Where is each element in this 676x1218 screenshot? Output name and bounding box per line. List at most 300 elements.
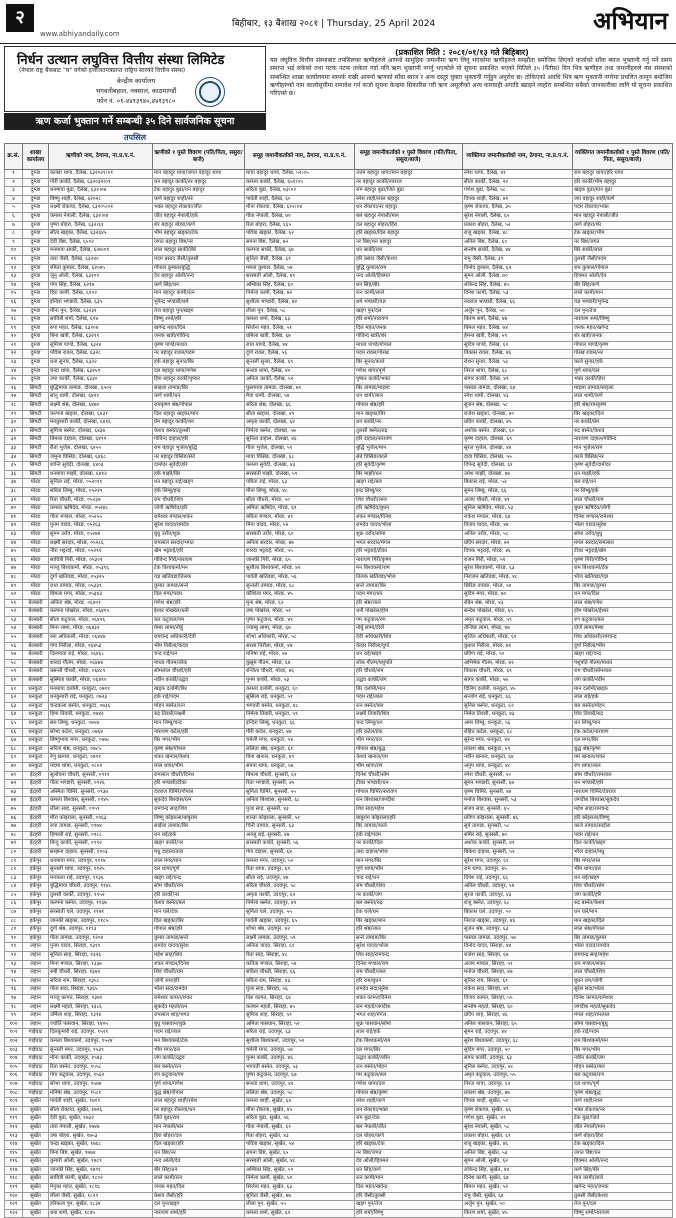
cell-borrower-family: टेक बिश्वकर्मा/मन	[153, 565, 245, 574]
cell-serial: ८	[5, 230, 23, 239]
cell-group-guarantor-family: धन सार्की/राम	[355, 247, 463, 256]
cell-branch: मोरङ	[23, 496, 49, 505]
cell-personal-guarantor-family: नारायण शर्मा/विष्णु	[573, 316, 673, 325]
table-row	[5, 625, 673, 634]
cell-borrower-family: गोविन्द दाहाल/हरि	[153, 436, 245, 445]
cell-personal-guarantor-family: बिर मगर/भीम	[573, 1046, 673, 1055]
cell-serial: ६	[5, 212, 23, 221]
cell-personal-guarantor-family: राम बिश्वकर्मा/मन	[573, 1037, 673, 1046]
cell-branch: दुम्जा	[23, 195, 49, 204]
cell-group-guarantor: सिर्जना महत, दैलेख, ५१	[245, 324, 355, 333]
cell-borrower-family: साइँला तामाङ/बिर	[153, 823, 245, 832]
cell-personal-guarantor: रमेश चौधरी, सुनसरी, ५०	[463, 771, 573, 780]
cell-personal-guarantor: सुजन श्रेष्ठ, उदयपुर, ६३	[463, 926, 573, 935]
cell-group-guarantor: सुनिता जैसी, सुर्खेत, ४७	[245, 1192, 355, 1201]
cell-borrower: कमला बिश्वकर्मा, उदयपुर, १५२४	[49, 1037, 153, 1046]
cell-group-guarantor: निर्मला तिवारी, धनकुटा, ५९	[245, 711, 355, 720]
cell-group-guarantor-family: मान खड्का/बिर	[355, 410, 463, 419]
cell-borrower-family: जिते बुढा/राम	[153, 1115, 245, 1124]
table-row	[5, 1149, 673, 1158]
cell-group-guarantor-family: धनी पोखरेल/होम	[355, 608, 463, 617]
table-row	[5, 1132, 673, 1141]
cell-branch: मोरङ	[23, 479, 49, 488]
cell-group-guarantor-family: शिव साह/रामचन्द्र	[355, 952, 463, 961]
cell-group-guarantor: अनिता कार्की, दैलेख, ५२	[245, 376, 355, 385]
cell-borrower: सुनिता राई, मोरङ, ०५२०११	[49, 479, 153, 488]
table-row	[5, 204, 673, 213]
cell-personal-guarantor-family: हिक्मत ओली/देव	[573, 273, 673, 282]
cell-borrower: गीता मण्डल, मोरङ, ०५२५५	[49, 513, 153, 522]
table-row	[5, 608, 673, 617]
cell-personal-guarantor-family: नर बिष्ट/जगत	[573, 238, 673, 247]
cell-borrower: धना शर्मा, सुर्खेत, १८४५	[49, 1209, 153, 1218]
notice-body: यस लघुवित्त वित्तीय संस्थाबाट तपसिलका ऋणीहरुले आफ्नो सामूहिक जमानीमा ऋण लिनु भएकोमा ऋणीहरुले सम्झौता बमोजिम लिएको कर्जाको साँवा ब्याज भुक्तानी गर्नु पर्ने समय समाप्त भई सकेको तथा पटक पटक ताकेता गर्दा पनि ऋण भुक्तानी नगर्नु भएकोले यो सूचना प्रकाशित भएको मितिले ३५ (पैंतीस) दिन भित्र ऋणीहरु तथा जमानीहरुले यस संस्थाको सम्बन्धित शाखा कार्यालयमा सम्पर्क राखी आफ्नो ऋणको साँवा ब्याज र अन्य दस्तुर चुक्ता भुक्तानी गर्नुहुन अनुरोध छ। तोकिएको अवधि भित्र ऋण भुक्तानी नगरेमा प्रचलित कानून बमोजिम ऋणीहरुको नाम कालोसूचीमा समावेश गर्न कर्जा सूचना केन्द्रमा सिफारिस गरी ऋण असूलीको अन्य कारवाही अगाडि बढाइने व्यहोरा सम्बन्धित सबैको जानकारीका लागि यो सूचना प्रकाशित गरिएको छ।	[270, 57, 672, 98]
table-row	[5, 677, 673, 686]
page-number: २	[6, 4, 34, 32]
cell-personal-guarantor-family: काले तामाङ/साइँला	[573, 823, 673, 832]
cell-borrower: रीता भुजेल, दोलखा, ६४५५	[49, 445, 153, 454]
table-row	[5, 419, 673, 428]
cell-group-guarantor-family: शंकर कामत/दिनेश	[355, 995, 463, 1004]
cell-borrower: पदमा थापा, धनकुटा, ०८०२	[49, 762, 153, 771]
cell-personal-guarantor-family: बिर तामाङ/कुमार	[573, 582, 673, 591]
cell-personal-guarantor-family: भक्त रोकाया/नर	[573, 1106, 673, 1115]
table-row	[5, 1003, 673, 1012]
table-row	[5, 1141, 673, 1150]
cell-borrower: पवित्रा रावल, दैलेख, ६३२८	[49, 350, 153, 359]
cell-group-guarantor: मीना लिम्बु, मोरङ, ४८	[245, 487, 355, 496]
cell-serial: ५८	[5, 659, 23, 668]
cell-personal-guarantor: सुदिप पाण्डे, दैलेख, ६१	[463, 341, 573, 350]
cell-borrower-family: नारायण कटेल/हरि	[153, 728, 245, 737]
cell-group-guarantor: शोभा अधिकारी, मोरङ, ५८	[245, 634, 355, 643]
cell-group-guarantor: पवित्रा खड्का, दैलेख, ६२	[245, 230, 355, 239]
table-row	[5, 350, 673, 359]
cell-personal-guarantor-family: भोला यादव/रामदेव	[573, 943, 673, 952]
cell-branch: गाईघाट	[23, 1072, 49, 1081]
cell-personal-guarantor: रामु जैसी, सुर्खेत, ६४	[463, 1192, 573, 1201]
cell-branch: ईटहरी	[23, 814, 49, 823]
cell-group-guarantor-family: देव ओली/हिक्मत	[355, 1158, 463, 1167]
cell-branch: बेलबारी	[23, 625, 49, 634]
table-row	[5, 281, 673, 290]
cell-group-guarantor: कल्पना सार्की, दैलेख, ६७	[245, 247, 355, 256]
cell-personal-guarantor: उमेश माझी, दोलखा, ४७	[463, 470, 573, 479]
cell-branch: ईटहरी	[23, 848, 49, 857]
cell-borrower: रेणु खनाल, धनकुटा, ०७९१	[49, 754, 153, 763]
cell-serial: ६५	[5, 720, 23, 729]
cell-group-guarantor: बिना खनाल, धनकुटा, ४९	[245, 754, 355, 763]
cell-personal-guarantor-family: रण थापा/लाल	[573, 762, 673, 771]
cell-personal-guarantor: लोकेन्द्र सिंह, दैलेख, ४५	[463, 281, 573, 290]
cell-personal-guarantor: रामु जैसी, दैलेख, ३९	[463, 255, 573, 264]
cell-borrower-family: लाल बहादुर शाही/रमेश	[153, 1098, 245, 1107]
cell-serial: ५०	[5, 591, 23, 600]
cell-serial: २	[5, 178, 23, 187]
cell-group-guarantor-family: रत्न कामी/मान	[355, 1175, 463, 1184]
table-row	[5, 376, 673, 385]
cell-group-guarantor-family: गणेश थापा/पूर्ण	[355, 367, 463, 376]
cell-branch: गाईघाट	[23, 1029, 49, 1038]
cell-personal-guarantor-family: राम बिश्वकर्मा/टेक	[573, 565, 673, 574]
cell-serial: ५६	[5, 642, 23, 651]
cell-borrower: धनमाया मगर, उदयपुर, १११४	[49, 857, 153, 866]
office-phone: फोन नं. ०१-४४१३९४०,४४१३९८०	[96, 97, 176, 105]
cell-personal-guarantor: कृष्ण दाहाल, दोलखा, ६९	[463, 436, 573, 445]
cell-serial: ८१	[5, 857, 23, 866]
cell-serial: २५	[5, 376, 23, 385]
cell-serial: ७४	[5, 797, 23, 806]
cell-borrower-family: गणेश श्रेष्ठ/हरि	[153, 599, 245, 608]
cell-branch: बेलबारी	[23, 608, 49, 617]
cell-personal-guarantor-family: जय बहादुर शाही/कर्ण	[573, 195, 673, 204]
cell-group-guarantor-family: दिनेश चौधरी/सोम	[355, 771, 463, 780]
cell-group-guarantor-family: मन बिश्वकर्मा/राम	[355, 565, 463, 574]
cell-serial: १६	[5, 298, 23, 307]
cell-serial: २४	[5, 367, 23, 376]
organization-subtitle: (नेपाल राष्ट्र बैंकबाट "घ" वर्गको इजाजतपत्रप्राप्त राष्ट्रिय स्तरको वित्तीय संस्था)	[19, 67, 186, 74]
cell-personal-guarantor-family: हर्क राई/पदम	[573, 1029, 673, 1038]
cell-borrower-family: मान बहादुर थापा/जगत बहादुर थापा	[153, 170, 245, 179]
cell-personal-guarantor: मनोज बिश्वास, सुनसरी, ५३	[463, 797, 573, 806]
table-row	[5, 668, 673, 677]
cell-branch: मोरङ	[23, 548, 49, 557]
cell-branch: सिंगटी	[23, 427, 49, 436]
cell-serial: १२०	[5, 1192, 23, 1201]
cell-borrower-family: तेज बहादुर पुन/खड्ग	[153, 307, 245, 316]
cell-group-guarantor-family: बिर माझी/धन	[355, 470, 463, 479]
cell-group-guarantor-family: तिलक खतिवडा/भोज	[355, 573, 463, 582]
cell-personal-guarantor-family: नवीन कार्की/जंग	[573, 1055, 673, 1064]
cell-borrower-family: केशव बस्नेत/बल	[153, 900, 245, 909]
cell-group-guarantor: जानकी गिरी, मोरङ, ६५	[245, 556, 355, 565]
cell-branch: दुम्जा	[23, 376, 49, 385]
cell-branch: हर्कपुर	[23, 917, 49, 926]
cell-serial: ११८	[5, 1175, 23, 1184]
cell-borrower: चन्द्रा खड्का, सुर्खेत, १७६८	[49, 1141, 153, 1150]
cell-group-guarantor: मुना श्रेष्ठ, मोरङ, ६२	[245, 599, 355, 608]
cell-borrower: राधा तामाङ, मोरङ, ०५३३९	[49, 582, 153, 591]
cell-branch: सिंगटी	[23, 393, 49, 402]
cell-borrower-family: रामलाल सरदार/भगत	[153, 539, 245, 548]
cell-serial: ४८	[5, 573, 23, 582]
cell-borrower: सरिता लिम्बु, मोरङ, ०५२२९	[49, 487, 153, 496]
cell-borrower: जानकी सिंह, सुर्खेत, १७९१	[49, 1166, 153, 1175]
cell-personal-guarantor: सागर कार्की, उदयपुर, ६३	[463, 1055, 573, 1064]
cell-personal-guarantor-family: लाल श्रेष्ठ/गोपाल	[573, 926, 673, 935]
cell-group-guarantor-family: गम कटुवाल/बल	[355, 1072, 463, 1081]
cell-personal-guarantor: सीता कार्की, दैलेख, २२	[463, 178, 573, 187]
cell-personal-guarantor: सुमन लिम्बु, मोरङ, ६६	[463, 487, 573, 496]
cell-group-guarantor: निर्मला कामी, दैलेख, ७२	[245, 290, 355, 299]
annex-title: तपसिल	[123, 133, 146, 142]
cell-serial: ८८	[5, 917, 23, 926]
cell-branch: बेलबारी	[23, 616, 49, 625]
cell-personal-guarantor: राम थापा, उदयपुर, ४५	[463, 866, 573, 875]
cell-branch: दुम्जा	[23, 281, 49, 290]
cell-group-guarantor: पार्वती खड्का, उदयपुर, ६५	[245, 917, 355, 926]
table-row	[5, 977, 673, 986]
cell-borrower: नीरा भट्टराई, मोरङ, ०५२९१	[49, 548, 153, 557]
table-row	[5, 848, 673, 857]
cell-branch: ईटहरी	[23, 840, 49, 849]
cell-personal-guarantor: अमर लिम्बु, धनकुटा, ५६	[463, 720, 573, 729]
cell-group-guarantor-family: पूर्ण थापा/भीम	[355, 866, 463, 875]
cell-branch: सिंगटी	[23, 419, 49, 428]
cell-group-guarantor-family: नर बिष्ट/धन बहादुर	[355, 238, 463, 247]
cell-serial: १११	[5, 1115, 23, 1124]
cell-serial: ६१	[5, 685, 23, 694]
table-row	[5, 1115, 673, 1124]
cell-personal-guarantor-family: खगेन्द्र महत/जनक	[573, 1184, 673, 1193]
cell-borrower-family: हर्क राई/पदम	[153, 694, 245, 703]
cell-borrower: मनकला राई, उदयपुर, ११३६	[49, 874, 153, 883]
cell-personal-guarantor: हेमन्त खत्री, दैलेख, ५९	[463, 333, 573, 342]
cell-borrower: मिना लामा, मोरङ, ०६४३२	[49, 625, 153, 634]
cell-group-guarantor-family: बिर तामाङ/काले	[355, 823, 463, 832]
cell-group-guarantor-family: हरि श्रेष्ठ/लाल	[355, 926, 463, 935]
cell-personal-guarantor-family: बल राई/धन	[573, 479, 673, 488]
cell-personal-guarantor: सुनिल राम, सिराहा, ६९	[463, 977, 573, 986]
cell-borrower-family: जनक खत्री/गोविन्द	[153, 333, 245, 342]
cell-borrower: उर्मिला शाह, सिराहा, १३९४	[49, 1012, 153, 1021]
cell-personal-guarantor-family: तुलसी जैसी/केशव	[573, 1192, 673, 1201]
cell-group-guarantor: ज्याम्बु लामा, मोरङ, ६७	[245, 625, 355, 634]
cell-group-guarantor-family: धन थामी/लाल	[355, 393, 463, 402]
table-row	[5, 694, 673, 703]
cell-branch: दुम्जा	[23, 178, 49, 187]
cell-personal-guarantor-family: दल पुन/तेज	[573, 307, 673, 316]
cell-borrower: जानकी खड्का, उदयपुर, ११८५	[49, 917, 153, 926]
cell-serial: ४९	[5, 582, 23, 591]
cell-group-guarantor-family: उद्धव कार्की/नवीन	[355, 1055, 463, 1064]
cell-personal-guarantor: मनोज चौधरी, सिराहा, ४७	[463, 969, 573, 978]
table-row	[5, 1080, 673, 1089]
cell-group-guarantor-family: शिव साह/महेश	[355, 805, 463, 814]
cell-group-guarantor-family: हरि भट्टराई/टीका	[355, 548, 463, 557]
cell-borrower-family: कृष्ण पाण्डे/माधव	[153, 341, 245, 350]
cell-personal-guarantor-family: पदम राई/धन	[573, 831, 673, 840]
cell-borrower-family: गोपाल श्रेष्ठ/हरि	[153, 926, 245, 935]
cell-group-guarantor-family: देवी अधिकारी/शिव	[355, 634, 463, 643]
cell-personal-guarantor-family: जगत बिष्ट/धन	[573, 1149, 673, 1158]
cell-group-guarantor: भगवती बस्नेत, धनकुटा, ४८	[245, 702, 355, 711]
cell-group-guarantor: सरिता चौधरी, उदयपुर, ५८	[245, 883, 355, 892]
cell-branch: लहान	[23, 1012, 49, 1021]
cell-branch: धनकुटा	[23, 728, 49, 737]
cell-borrower: मनिषा श्रेष्ठ, उदयपुर, १५८१	[49, 1089, 153, 1098]
table-row	[5, 496, 673, 505]
cell-group-guarantor-family: इन्द्र लिम्बु/नर	[355, 487, 463, 496]
cell-borrower: सानु थामी, दोलखा, ६४२१	[49, 393, 153, 402]
cell-group-guarantor: पुजा साह, सुनसरी, ४३	[245, 805, 355, 814]
cell-borrower-family: राम बहादुर भुजेल/बुद्धि	[153, 445, 245, 454]
cell-borrower-family: हिरा बहादुर कार्की/पुष्कर	[153, 376, 245, 385]
cell-personal-guarantor-family: लाले कामी/मान	[573, 290, 673, 299]
table-row	[5, 728, 673, 737]
cell-branch: धनकुटा	[23, 754, 49, 763]
cell-group-guarantor-family: नर कार्की/दिल	[355, 840, 463, 849]
cell-personal-guarantor-family: पशुपति गौतम/माधव	[573, 659, 673, 668]
cell-borrower: बिना बिष्ट, सुर्खेत, १७७४	[49, 1149, 153, 1158]
table-row	[5, 316, 673, 325]
cell-group-guarantor-family: धन सिंह/बीर	[355, 281, 463, 290]
cell-serial: ६९	[5, 754, 23, 763]
table-row	[5, 685, 673, 694]
cell-group-guarantor: सरस्वती माझी, दोलखा, ५९	[245, 470, 355, 479]
cell-personal-guarantor: प्रकाश बोहरा, सुर्खेत, ६९	[463, 1132, 573, 1141]
cell-serial: ५४	[5, 625, 23, 634]
cell-borrower-family: नारायण शर्मा/हरि	[153, 1209, 245, 1218]
cell-personal-guarantor: सुर्य तामाङ, सुनसरी, ५८	[463, 823, 573, 832]
cell-group-guarantor: अमृता कार्की, दोलखा, ६२	[245, 419, 355, 428]
cell-personal-guarantor-family: गोरख रावल/नर	[573, 350, 673, 359]
cell-borrower-family: मान नेपाली/बल	[153, 1123, 245, 1132]
cell-personal-guarantor: किरण शर्मा, सुर्खेत, ४५	[463, 1209, 573, 1218]
cell-group-guarantor-family: नर कार्की/जंग	[355, 891, 463, 900]
cell-group-guarantor: सरस्वती ओली, सुर्खेत, ४८	[245, 1158, 355, 1167]
cell-group-guarantor-family: हरि दाहाल/नारायण	[355, 436, 463, 445]
cell-borrower-family: विष्णु कोइराला/बाबुराम	[153, 814, 245, 823]
cell-borrower-family: केशव बस्नेत/तुलसी	[153, 427, 245, 436]
cell-branch: दुम्जा	[23, 298, 49, 307]
table-row	[5, 1192, 673, 1201]
cell-branch: धनकुटा	[23, 702, 49, 711]
organization-logo-icon	[195, 77, 225, 107]
cell-group-guarantor-family: हरि सुवेदी/कृष्ण	[355, 462, 463, 471]
cell-group-guarantor-family: पदम रावल/गोरख	[355, 350, 463, 359]
cell-borrower: गंगा निरौला, मोरङ, ०६४५३	[49, 642, 153, 651]
table-row	[5, 195, 673, 204]
cell-personal-guarantor-family: बीर सिंह/कर्ण	[573, 281, 673, 290]
table-row	[5, 530, 673, 539]
cell-branch: सुर्खेत	[23, 1158, 49, 1167]
cell-serial: ९४	[5, 969, 23, 978]
cell-serial: १०	[5, 247, 23, 256]
cell-personal-guarantor: रमेश थापा, दैलेख, ४१	[463, 170, 573, 179]
cell-personal-guarantor-family: मान खड्का/दिल	[573, 917, 673, 926]
cell-borrower: दुर्गा श्रेष्ठ, उदयपुर, ११९३	[49, 926, 153, 935]
cell-personal-guarantor-family: मंगल शाह/रामलाल	[573, 1012, 673, 1021]
cell-personal-guarantor: सुमन ओली, दैलेख, ७०	[463, 273, 573, 282]
cell-serial: १२२	[5, 1209, 23, 1218]
cell-personal-guarantor-family: हरि श्रेष्ठ/रामकृष्ण	[573, 402, 673, 411]
cell-personal-guarantor: कृष्ण रोकाया, सुर्खेत, ६६	[463, 1106, 573, 1115]
cell-group-guarantor: सिर्जना महत, सुर्खेत, ६३	[245, 1184, 355, 1193]
cell-serial: १०४	[5, 1055, 23, 1064]
table-row	[5, 1166, 673, 1175]
cell-group-guarantor: पुष्पा कटुवाल, उदयपुर, ६७	[245, 1072, 355, 1081]
cell-branch: सुर्खेत	[23, 1175, 49, 1184]
cell-group-guarantor-family: रमेश शाही/लाल बहादुर	[355, 195, 463, 204]
cell-personal-guarantor: कृष्ण घिमिरे, सुनसरी, ४७	[463, 788, 573, 797]
table-row	[5, 178, 673, 187]
cell-borrower: अस्मिता घिमिरे, सुनसरी, ०९३७	[49, 788, 153, 797]
cell-branch: धनकुटा	[23, 762, 49, 771]
cell-branch: लहान	[23, 960, 49, 969]
cell-personal-guarantor-family: टेक खड्का/भीम	[573, 230, 673, 239]
cell-group-guarantor: निर्मला बस्नेत, उदयपुर, ४९	[245, 900, 355, 909]
cell-group-guarantor-family: पुष्कर कार्की/भक्त	[355, 376, 463, 385]
cell-group-guarantor: उषा पोखरेल, मोरङ, ५२	[245, 608, 355, 617]
cell-personal-guarantor: प्रदिप शाह, सिराहा, ४६	[463, 1012, 573, 1021]
cell-group-guarantor-family: दिल महत/जनक	[355, 324, 463, 333]
cell-serial: ९६	[5, 986, 23, 995]
cell-serial: १०२	[5, 1037, 23, 1046]
cell-serial: ११३	[5, 1132, 23, 1141]
cell-personal-guarantor: रोहित कटेल, धनकुटा, ६८	[463, 728, 573, 737]
cell-personal-guarantor: सुनिल बस्नेत, उदयपुर, ४८	[463, 1063, 573, 1072]
cell-borrower-family: केशव जैसी/हरि	[153, 1192, 245, 1201]
cell-borrower: तारा नेपाली, सुर्खेत, १७४७	[49, 1123, 153, 1132]
cell-personal-guarantor: बिकास घले, उदयपुर, ५०	[463, 909, 573, 918]
cell-branch: दुम्जा	[23, 333, 49, 342]
cell-branch: दुम्जा	[23, 324, 49, 333]
cell-group-guarantor-family: रत्न महतो/जगदीश	[355, 1003, 463, 1012]
cell-branch: हर्कपुर	[23, 883, 49, 892]
table-row	[5, 333, 673, 342]
cell-group-guarantor-family: हरि खड्का/दिल बहादुर	[355, 230, 463, 239]
cell-serial: ८३	[5, 874, 23, 883]
cell-group-guarantor: मीना रोकाया, दैलेख, ६१२।०४	[245, 204, 355, 213]
cell-borrower-family: चन्द्र राई/धन	[153, 651, 245, 660]
cell-group-guarantor: सुशीला बिश्वकर्मा, उदयपुर, ५०	[245, 1037, 355, 1046]
cell-personal-guarantor-family: कर्ण बोहरा/शेर	[573, 221, 673, 230]
cell-personal-guarantor: निराज खड्का, उदयपुर, ४६	[463, 917, 573, 926]
cell-personal-guarantor: राजेश साह, सिराहा, ६७	[463, 952, 573, 961]
cell-group-guarantor-family: खड्ग पुन/तेज	[355, 1201, 463, 1210]
cell-personal-guarantor-family: लाल थामी/कर्ण	[573, 393, 673, 402]
table-row	[5, 1063, 673, 1072]
cell-personal-guarantor: विनोद कुमाल, दैलेख, ६२	[463, 264, 573, 273]
table-body	[5, 170, 673, 1218]
cell-group-guarantor-family: नोर्बु लामा/दोर्जे	[355, 625, 463, 634]
cell-branch: दुम्जा	[23, 221, 49, 230]
cell-branch: गाईघाट	[23, 1046, 49, 1055]
cell-branch: सिंगटी	[23, 453, 49, 462]
cell-borrower-family: नर बहादुर रावल/पदम	[153, 350, 245, 359]
cell-branch: हर्कपुर	[23, 866, 49, 875]
cell-serial: ३२	[5, 436, 23, 445]
cell-borrower: शान्ति सुवेदी, दोलखा, ६४०३	[49, 462, 153, 471]
cell-group-guarantor-family: लाल राई/हर्क	[355, 1029, 463, 1038]
cell-group-guarantor-family: बिर दर्लामी/मान	[355, 685, 463, 694]
cell-borrower: कल्पना पोखरेल, मोरङ, ०६४१५	[49, 608, 153, 617]
cell-group-guarantor: रिता साह, सिराहा, ४८	[245, 952, 355, 961]
cell-borrower: मनमाया सार्की, दैलेख, ६२७।०१	[49, 247, 153, 256]
cell-personal-guarantor-family: कर्ण सिंह/बीर	[573, 1166, 673, 1175]
cell-group-guarantor-family: भगत शाह/मंगल	[355, 1012, 463, 1021]
cell-serial: ४४	[5, 539, 23, 548]
cell-serial: २६	[5, 384, 23, 393]
table-row	[5, 591, 673, 600]
cell-group-guarantor: माया बहादुर थापा, दैलेख, ५२।०५	[245, 170, 355, 179]
cell-personal-guarantor-family: खड्ग राई/चन्द्र	[573, 651, 673, 660]
office-address: भगवतीबहाल, नक्साल, काठमाण्डौं	[95, 87, 177, 95]
table-row	[5, 487, 673, 496]
table-row	[5, 891, 673, 900]
cell-personal-guarantor: सुरेश नेपाली, सुर्खेत, ५८	[463, 1123, 573, 1132]
cell-group-guarantor-family: राम चौधरी/लाल	[355, 969, 463, 978]
cell-group-guarantor: सुन्तली सुनार, दैलेख, ६९	[245, 359, 355, 368]
cell-branch: धनकुटा	[23, 711, 49, 720]
cell-group-guarantor: अमृता कार्की, उदयपुर, ६२	[245, 891, 355, 900]
cell-borrower-family: खड्ग कार्की/नर	[153, 840, 245, 849]
cell-group-guarantor-family: शुक्र उराँव/सोमा	[355, 530, 463, 539]
cell-borrower: हिरा कामी, दैलेख, ६१०२	[49, 290, 153, 299]
cell-branch: गाईघाट	[23, 1063, 49, 1072]
cell-group-guarantor: फुलमाया तामाङ, दोलखा, ७१	[245, 384, 355, 393]
